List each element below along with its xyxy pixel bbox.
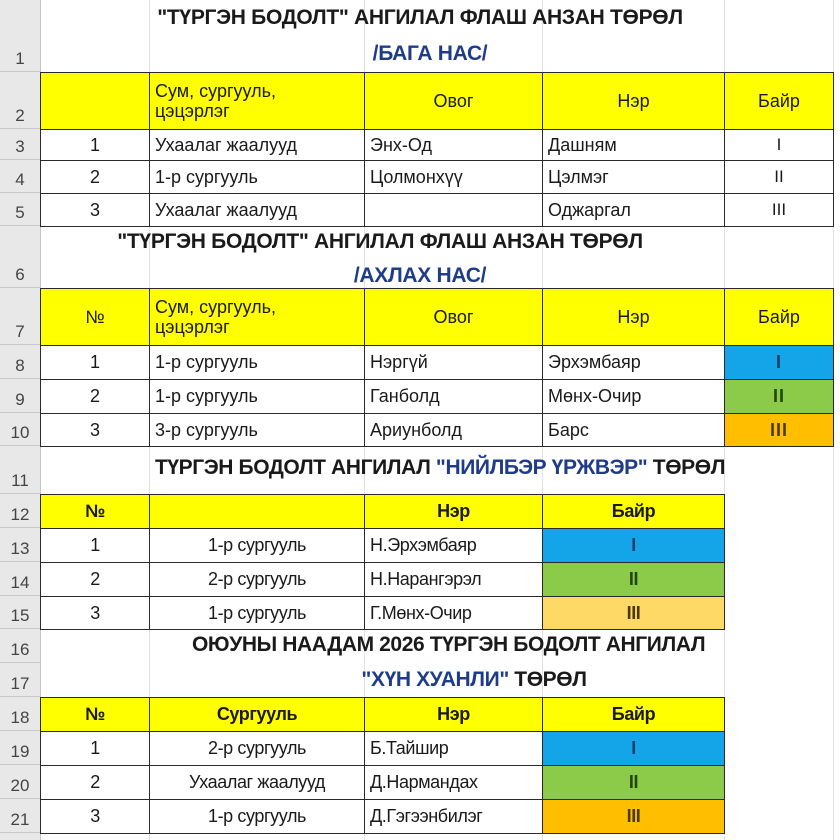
s4-cell-school[interactable]: Ухаалаг жаалууд [149, 765, 365, 800]
s3-cell-no[interactable]: 2 [40, 562, 150, 597]
row-number[interactable]: 5 [0, 193, 40, 226]
s2-header-place[interactable]: Байр [724, 288, 834, 346]
s4-cell-no[interactable]: 1 [40, 731, 150, 766]
s3-cell-no[interactable]: 3 [40, 596, 150, 630]
s4-header-no[interactable]: № [40, 697, 150, 732]
s1-header-no[interactable] [40, 72, 150, 130]
section2-subtitle: /АХЛАХ НАС/ [353, 264, 487, 287]
s4-cell-place[interactable]: I [542, 731, 725, 766]
s1-cell-surname[interactable]: Энх-Од [364, 129, 543, 161]
row-number[interactable]: 7 [0, 288, 40, 345]
s4-cell-name[interactable]: Д.Гэгээнбилэг [364, 799, 543, 834]
s3-cell-place[interactable]: I [542, 528, 725, 563]
s2-cell-surname[interactable]: Ганболд [364, 379, 543, 414]
row-number[interactable]: 18 [0, 697, 40, 731]
row-number[interactable]: 15 [0, 596, 40, 629]
s2-cell-place[interactable]: II [724, 379, 834, 414]
row-number[interactable]: 16 [0, 629, 40, 663]
s4-header-name[interactable]: Нэр [364, 697, 543, 732]
s4-cell-no[interactable]: 2 [40, 765, 150, 800]
s2-cell-school[interactable]: 1-р сургууль [149, 345, 365, 380]
section4-subtitle: "ХҮН ХУАНЛИ" ТӨРӨЛ [361, 668, 587, 691]
s4-cell-place[interactable]: II [542, 765, 725, 800]
s2-cell-place[interactable]: III [724, 413, 834, 447]
section2-title: "ТҮРГЭН БОДОЛТ" АНГИЛАЛ ФЛАШ АНЗАН ТӨРӨЛ [117, 230, 643, 253]
s3-cell-school[interactable]: 1-р сургууль [149, 596, 365, 630]
s2-cell-no[interactable]: 1 [40, 345, 150, 380]
section1-title [40, 6, 800, 30]
s1-cell-place[interactable]: III [724, 193, 834, 227]
row-number[interactable]: 21 [0, 799, 40, 833]
s4-cell-school[interactable]: 1-р сургууль [149, 799, 365, 834]
s3-cell-name[interactable]: Н.Эрхэмбаяр [364, 528, 543, 563]
row-number[interactable]: 6 [0, 226, 40, 288]
s2-cell-surname[interactable]: Ариунболд [364, 413, 543, 447]
s3-cell-place[interactable]: II [542, 562, 725, 597]
s1-cell-surname[interactable] [364, 193, 543, 227]
s1-cell-school[interactable]: 1-р сургууль [149, 160, 365, 194]
s1-cell-name[interactable]: Оджаргал [542, 193, 725, 227]
s2-cell-school[interactable]: 1-р сургууль [149, 379, 365, 414]
s2-cell-no[interactable]: 2 [40, 379, 150, 414]
s1-header-place[interactable]: Байр [724, 72, 834, 130]
section3-title: ТҮРГЭН БОДОЛТ АНГИЛАЛ "НИЙЛБЭР ҮРЖВЭР" ТӨРӨЛ [154, 456, 726, 479]
s1-cell-name[interactable]: Дашням [542, 129, 725, 161]
section1-title-line1: "ТҮРГЭН БОДОЛТ" АНГИЛАЛ ФЛАШ АНЗАН ТӨРӨЛ [157, 6, 683, 29]
row-number[interactable]: 8 [0, 345, 40, 379]
s1-cell-school[interactable]: Ухаалаг жаалууд [149, 129, 365, 161]
s4-header-school[interactable]: Сургууль [149, 697, 365, 732]
s2-cell-surname[interactable]: Нэргүй [364, 345, 543, 380]
s2-cell-school[interactable]: 3-р сургууль [149, 413, 365, 447]
row-number[interactable]: 1 [0, 0, 40, 72]
s4-header-place[interactable]: Байр [542, 697, 725, 732]
s2-header-surname[interactable]: Овог [364, 288, 543, 346]
s3-header-school[interactable] [149, 494, 365, 529]
s2-cell-no[interactable]: 3 [40, 413, 150, 447]
row-number[interactable]: 2 [0, 72, 40, 129]
s4-cell-place[interactable]: III [542, 799, 725, 834]
s3-header-no[interactable]: № [40, 494, 150, 529]
row-number[interactable]: 10 [0, 413, 40, 446]
s1-cell-place[interactable]: I [724, 129, 834, 161]
row-number[interactable]: 4 [0, 160, 40, 193]
row-number[interactable]: 9 [0, 379, 40, 413]
row-number[interactable]: 3 [0, 129, 40, 160]
s3-header-name[interactable]: Нэр [364, 494, 543, 529]
s2-header-school[interactable]: Сум, сургууль, цэцэрлэг [149, 288, 365, 346]
s4-cell-school[interactable]: 2-р сургууль [149, 731, 365, 766]
s1-cell-name[interactable]: Цэлмэг [542, 160, 725, 194]
row-number[interactable]: 14 [0, 562, 40, 596]
s1-cell-no[interactable]: 3 [40, 193, 150, 227]
s1-header-surname[interactable]: Овог [364, 72, 543, 130]
s1-header-name[interactable]: Нэр [542, 72, 725, 130]
s3-cell-school[interactable]: 2-р сургууль [149, 562, 365, 597]
s1-cell-place[interactable]: II [724, 160, 834, 194]
s4-cell-name[interactable]: Д.Нармандах [364, 765, 543, 800]
row-number[interactable]: 13 [0, 528, 40, 562]
s3-cell-name[interactable]: Г.Мөнх-Очир [364, 596, 543, 630]
s1-cell-no[interactable]: 1 [40, 129, 150, 161]
row-number[interactable]: 11 [0, 446, 40, 494]
s4-cell-name[interactable]: Б.Тайшир [364, 731, 543, 766]
row-number[interactable]: 12 [0, 494, 40, 528]
s2-cell-name[interactable]: Мөнх-Очир [542, 379, 725, 414]
s2-cell-place[interactable]: I [724, 345, 834, 380]
section4-title: ОЮУНЫ НААДАМ 2026 ТҮРГЭН БОДОЛТ АНГИЛАЛ [192, 633, 706, 656]
s3-cell-place[interactable]: III [542, 596, 725, 630]
s2-header-no[interactable]: № [40, 288, 150, 346]
s2-cell-name[interactable]: Барс [542, 413, 725, 447]
s1-header-school[interactable]: Сум, сургууль, цэцэрлэг [149, 72, 365, 130]
s3-header-place[interactable]: Байр [542, 494, 725, 529]
s2-header-name[interactable]: Нэр [542, 288, 725, 346]
row-number[interactable]: 19 [0, 731, 40, 765]
s1-cell-no[interactable]: 2 [40, 160, 150, 194]
section1-subtitle: /БАГА НАС/ [372, 42, 488, 65]
row-number[interactable]: 17 [0, 663, 40, 697]
s3-cell-no[interactable]: 1 [40, 528, 150, 563]
s1-cell-surname[interactable]: Цолмонхүү [364, 160, 543, 194]
s1-cell-school[interactable]: Ухаалаг жаалууд [149, 193, 365, 227]
s4-cell-no[interactable]: 3 [40, 799, 150, 834]
s3-cell-name[interactable]: Н.Нарангэрэл [364, 562, 543, 597]
s2-cell-name[interactable]: Эрхэмбаяр [542, 345, 725, 380]
s3-cell-school[interactable]: 1-р сургууль [149, 528, 365, 563]
row-number[interactable]: 20 [0, 765, 40, 799]
